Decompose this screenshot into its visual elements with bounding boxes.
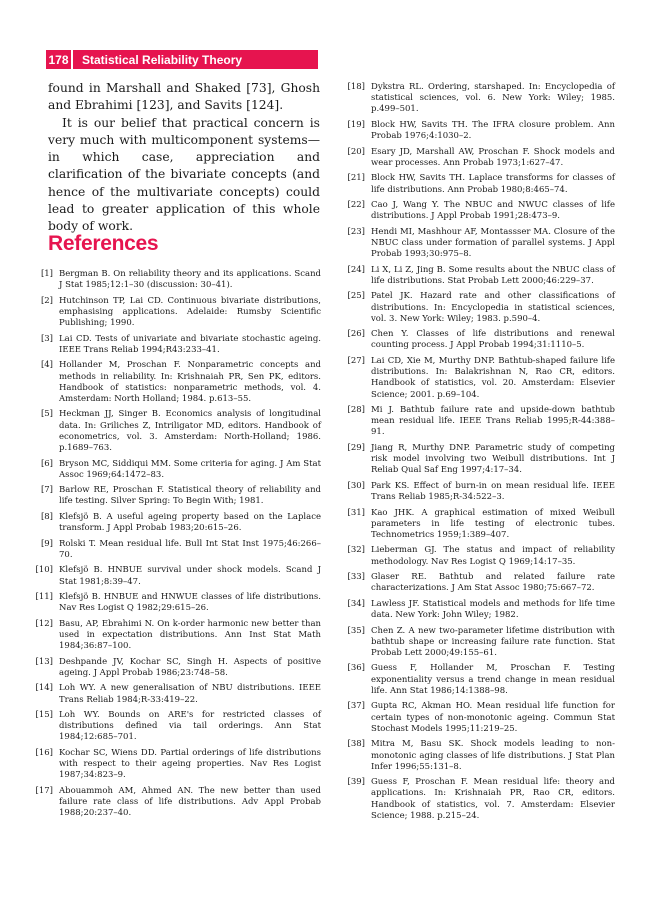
- reference-number: [6]: [40, 458, 53, 469]
- reference-item: [345, 173, 615, 195]
- reference-text: Gupta RC, Akman HO. Mean residual life function for certain types of non-monotonic ageing. Commun Stat Stochast Models 1995;11:219–25.: [371, 701, 615, 734]
- reference-text: Jiang R, Murthy DNP. Parametric study of competing risk model involving two Weibull distributions. Int J Reliab Qual Saf Eng 1997;4:17–34.: [371, 442, 615, 476]
- reference-text: Basu, AP, Ebrahimi N. On k-order harmonic new better than used in expectation distributions. Ann Inst Stat Math 1984;36:87–100.: [59, 618, 321, 652]
- reference-number: [10]: [35, 565, 53, 576]
- reference-number: [36]: [347, 663, 365, 674]
- reference-item: [345, 265, 615, 287]
- reference-text: Klefsjö B. HNBUE survival under shock models. Scand J Stat 1981;8:39–47.: [59, 565, 321, 587]
- reference-number: [38]: [347, 739, 365, 750]
- reference-number: [23]: [347, 226, 365, 237]
- reference-number: [3]: [40, 333, 53, 344]
- reference-number: [2]: [40, 295, 53, 306]
- reference-item: [345, 405, 615, 439]
- reference-text: Esary JD, Marshall AW, Proschan F. Shock models and wear processes. Ann Probab 1973;1:627–47.: [371, 146, 615, 168]
- reference-text: Chen Z. A new two-parameter lifetime distribution with bathtub shape or increasing failure rate function. Stat Probab Lett 2000;49:155–61.: [371, 625, 615, 658]
- running-title: Statistical Reliability Theory: [82, 52, 243, 67]
- reference-number: [12]: [35, 618, 53, 629]
- reference-text: Loh WY. A new generalisation of NBU distributions. IEEE Trans Reliab 1984;R-33:419–22.: [59, 683, 321, 705]
- reference-item: [33, 512, 321, 534]
- reference-text: Lawless JF. Statistical models and methods for life time data. New York: John Wiley; 1982.: [371, 598, 615, 621]
- reference-text: Block HW, Savits TH. The IFRA closure problem. Ann Probab 1976;4:1030–2.: [371, 119, 615, 142]
- reference-item: [33, 360, 321, 405]
- reference-text: Guess F, Proschan F. Mean residual life: theory and applications. In: Krishnaiah PR, Rao CR, editors. Handbook of statistics, vol. 7. Amsterdam: Elsevier Science; 1988. p.215–24.: [371, 777, 615, 821]
- reference-number: [1]: [40, 269, 53, 279]
- reference-item: [345, 120, 615, 142]
- reference-text: Bryson MC, Siddiqui MM. Some criteria for aging. J Am Stat Assoc 1969;64:1472–83.: [59, 458, 321, 480]
- reference-number: [33]: [347, 572, 365, 583]
- reference-text: Mi J. Bathtub failure rate and upside-down bathtub mean residual life. IEEE Trans Reliab 1995;R-44:388–91.: [371, 405, 615, 438]
- reference-item: [33, 592, 321, 614]
- reference-text: Deshpande JV, Kochar SC, Singh H. Aspects of positive ageing. J Appl Probab 1986;23:748–58.: [59, 656, 321, 678]
- reference-number: [21]: [347, 173, 365, 184]
- reference-item: [345, 739, 615, 773]
- reference-number: [37]: [347, 701, 365, 712]
- reference-item: [33, 539, 321, 561]
- reference-text: Klefsjö B. HNBUE and HNWUE classes of life distributions. Nav Res Logist Q 1982;29:615–26.: [59, 592, 321, 614]
- reference-number: [18]: [347, 82, 365, 92]
- reference-text: Mitra M, Basu SK. Shock models leading to non-monotonic aging classes of life distributions. J Stat Plan Infer 1996;55:131–8.: [371, 739, 615, 772]
- reference-number: [22]: [347, 200, 365, 211]
- reference-number: [30]: [347, 480, 365, 491]
- reference-item: [33, 485, 321, 507]
- reference-item: [345, 443, 615, 477]
- reference-text: Lai CD, Xie M, Murthy DNP. Bathtub-shaped failure life distributions. In: Balakrishnan N, Rao CR, editors. Handbook of statistics, vol. 20. Amsterdam: Elsevier Science; 2001. p.69–104.: [371, 355, 615, 400]
- reference-item: [33, 748, 321, 782]
- reference-number: [11]: [35, 592, 53, 603]
- page-number: 178: [46, 50, 73, 69]
- reference-text: Heckman JJ, Singer B. Economics analysis of longitudinal data. In: Griliches Z, Intriligator MD, editors. Handbook of econometrics, vol. 3. Amsterdam: North-Holland; 1986. p.1689–763.: [59, 409, 321, 454]
- reference-text: Block HW, Savits TH. Laplace transforms for classes of life distributions. Ann Probab 1980;8:465–74.: [371, 173, 615, 195]
- reference-item: [345, 572, 615, 594]
- reference-number: [19]: [347, 119, 365, 130]
- reference-item: [345, 701, 615, 735]
- reference-number: [31]: [347, 507, 365, 518]
- reference-item: [33, 565, 321, 587]
- references-heading: References: [48, 232, 159, 255]
- reference-number: [8]: [40, 511, 53, 522]
- reference-item: [345, 663, 615, 697]
- reference-number: [35]: [347, 625, 365, 636]
- reference-text: Guess F, Hollander M, Proschan F. Testing exponentiality versus a trend change in mean residual life. Ann Stat 1986;14:1388–98.: [371, 663, 615, 696]
- reference-text: Rolski T. Mean residual life. Bull Int Stat Inst 1975;46:266–70.: [59, 538, 321, 560]
- reference-number: [29]: [347, 442, 365, 453]
- reference-item: [33, 683, 321, 705]
- intro-paragraph: found in Marshall and Shaked [73], Ghosh and Ebrahimi [123], and Savits [124].: [48, 81, 320, 113]
- reference-text: Barlow RE, Proschan F. Statistical theory of reliability and life testing. Silver Spring: To Begin With; 1981.: [59, 485, 321, 507]
- reference-text: Li X, Li Z, Jing B. Some results about the NBUC class of life distributions. Stat Probab Lett 2000;46:229–37.: [371, 264, 615, 286]
- reference-number: [34]: [347, 598, 365, 609]
- running-header: [46, 50, 318, 69]
- reference-text: Hendi MI, Mashhour AF, Montassser MA. Closure of the NBUC class under formation of parallel systems. J Appl Probab 1993;30:975–8.: [371, 226, 615, 260]
- reference-text: Loh WY. Bounds on ARE's for restricted classes of distributions defined via tail orderings. Ann Stat 1984;12:685–701.: [59, 710, 321, 743]
- reference-item: [345, 329, 615, 351]
- reference-text: Klefsjö B. A useful ageing property based on the Laplace transform. J Appl Probab 1983;20:615–26.: [59, 511, 321, 534]
- reference-item: [345, 291, 615, 325]
- reference-text: Glaser RE. Bathtub and related failure rate characterizations. J Am Stat Assoc 1980;75:667–72.: [371, 572, 615, 594]
- reference-number: [13]: [35, 656, 53, 667]
- reference-text: Hollander M, Proschan F. Nonparametric concepts and methods in reliability. In: Krishnaiah PR, Sen PK, editors. Handbook of statistics: nonparametric methods, vol. 4. Amsterdam: North Holland; 1984. p.613–55.: [59, 360, 321, 404]
- reference-item: [345, 227, 615, 261]
- reference-number: [5]: [40, 409, 53, 420]
- reference-text: Cao J, Wang Y. The NBUC and NWUC classes of life distributions. J Appl Probab 1991;28:473–9.: [371, 200, 615, 222]
- reference-item: [345, 545, 615, 567]
- reference-text: Abouammoh AM, Ahmed AN. The new better than used failure rate class of life distributions. Adv Appl Probab 1988;20:237–40.: [59, 785, 321, 819]
- reference-item: [345, 82, 615, 116]
- reference-number: [28]: [347, 405, 365, 416]
- reference-item: [345, 200, 615, 222]
- references-left-column: [33, 269, 321, 824]
- reference-text: Hutchinson TP, Lai CD. Continuous bivariate distributions, emphasising applications. Adelaide: Rumsby Scientific Publishing; 1990.: [59, 295, 321, 329]
- reference-number: [20]: [347, 146, 365, 157]
- reference-item: [345, 508, 615, 542]
- reference-number: [9]: [40, 538, 53, 549]
- reference-number: [27]: [347, 355, 365, 366]
- reference-text: Lieberman GJ. The status and impact of reliability methodology. Nav Res Logist Q 1969;14:17–35.: [371, 545, 615, 567]
- reference-number: [16]: [35, 747, 53, 758]
- reference-item: [33, 786, 321, 820]
- reference-number: [32]: [347, 545, 365, 556]
- reference-item: [33, 269, 321, 291]
- reference-number: [26]: [347, 329, 365, 340]
- reference-number: [24]: [347, 264, 365, 275]
- reference-item: [33, 710, 321, 744]
- reference-item: [345, 481, 615, 503]
- reference-item: [345, 626, 615, 660]
- reference-number: [14]: [35, 683, 53, 694]
- reference-number: [4]: [40, 360, 53, 371]
- reference-text: Patel JK. Hazard rate and other classifications of distributions. In: Encyclopedia in statistical sciences, vol. 3. New York: Wiley; 1983. p.590–4.: [371, 291, 615, 324]
- reference-text: Kao JHK. A graphical estimation of mixed Weibull parameters in life testing of electronic tubes. Technometrics 1959;1:389–407.: [371, 507, 615, 540]
- references-right-column: [345, 82, 615, 826]
- reference-item: [33, 296, 321, 330]
- reference-item: [345, 356, 615, 401]
- reference-text: Park KS. Effect of burn-in on mean residual life. IEEE Trans Reliab 1985;R-34:522–3.: [371, 480, 615, 503]
- reference-item: [33, 657, 321, 679]
- reference-item: [33, 619, 321, 653]
- reference-item: [33, 409, 321, 454]
- reference-item: [345, 599, 615, 621]
- reference-item: [33, 334, 321, 356]
- reference-number: [15]: [35, 710, 53, 721]
- intro-text: [48, 80, 320, 236]
- reference-item: [33, 459, 321, 481]
- reference-item: [345, 147, 615, 169]
- reference-text: Kochar SC, Wiens DD. Partial orderings of life distributions with respect to their ageing properties. Nav Res Logist 1987;34:823–9.: [59, 747, 321, 781]
- reference-text: Bergman B. On reliability theory and its applications. Scand J Stat 1985;12:1–30 (discussion: 30–41).: [59, 269, 321, 291]
- reference-number: [39]: [347, 777, 365, 788]
- reference-text: Chen Y. Classes of life distributions and renewal counting process. J Appl Probab 1994;31:1110–5.: [371, 329, 615, 351]
- reference-number: [25]: [347, 291, 365, 302]
- reference-text: Lai CD. Tests of univariate and bivariate stochastic ageing. IEEE Trans Reliab 1994;R43:233–41.: [59, 333, 321, 355]
- intro-paragraph: It is our belief that practical concern is very much with multicomponent systems—in which case, appreciation and clarification of the bivariate concepts (and hence of the multivariate concepts) could lead to greater application of this whole body of work.: [48, 115, 320, 234]
- reference-number: [17]: [35, 785, 53, 796]
- reference-number: [7]: [40, 485, 53, 496]
- reference-item: [345, 777, 615, 822]
- reference-text: Dykstra RL. Ordering, starshaped. In: Encyclopedia of statistical sciences, vol. 6. New York: Wiley; 1985. p.499–501.: [371, 82, 615, 115]
